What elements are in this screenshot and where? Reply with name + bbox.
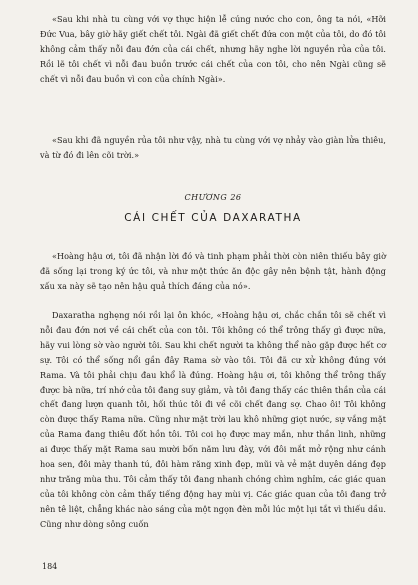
paragraph-queen-address: «Hoàng hậu ơi, tôi đã nhận lời đó và tinh phạm phải thời còn niên thiếu bây giờ đã sống lại trong ký ức tôi, và như một thức ăn độc gây nên bệnh tật, hành động xấu xa này sẽ tạo nên hậu quả thích đáng của nó».: [40, 251, 386, 291]
chapter-number: CHƯƠNG 26: [184, 193, 242, 202]
page-number: 184: [42, 562, 58, 571]
paragraph-funeral-pyre: «Sau khi đã nguyền rủa tôi như vậy, nhà tu cùng với vợ nhảy vào giàn lửa thiêu, và từ đó đi lên cõi trời.»: [40, 135, 386, 160]
chapter-title: CÁI CHẾT CỦA DAXARATHA: [124, 212, 302, 224]
paragraph-daxaratha-lament: Daxaratha nghẹng nói rồi lại ôn khóc, «Hoàng hậu ơi, chắc chắn tôi sẽ chết vì nỗi đau đớn nơi về cái chết của con tôi. Tôi không có thể trông thấy gì được nữa, hãy vui lòng sờ vào người tôi. Sau khi chết người ta không thể nào gặp được hết cơ sự. Tôi có thể sống nổi gần đây Rama sờ vào tôi. Tôi đã cư xử không đúng với Rama. Và tôi phải chịu đau khổ là đúng. Hoàng hậu ơi, tôi không thể trông thấy được bà nữa, trí nhớ của tôi đang suy giảm, và tôi đang thấy các thiên thần của cái chết đang lượn quanh tôi, hối thúc tôi đi về cõi chết đang sợ. Chao ôi! Tôi không còn được thấy Rama nữa. Cũng như mặt trời lau khô những giọt nước, sự vắng mặt của Rama đang thiêu đốt hồn tôi. Tôi coi họ được may mắn, như thần linh, những ai được thấy mặt Rama sau mười bốn năm lưu đày, với đôi mắt mở rộng như cánh hoa sen, đôi mày thanh tú, đôi hàm răng xinh đẹp, mũi và vẻ mặt duyên dáng đẹp như trăng mùa thu. Tôi cảm thấy tôi đang nhanh chóng chìm nghỉm, các giác quan của tôi không còn cảm thấy tiếng động hay mùi vị. Các giác quan của tôi đang trở nên tê liệt, chẳng khác nào sáng của một ngọn đèn mỗi lúc một lụi tắt vì thiếu dầu. Cũng như dòng sông cuốn: [40, 310, 386, 529]
paragraph-curse-speech: «Sau khi nhà tu cùng với vợ thực hiện lễ cúng nước cho con, ông ta nói, «Hỡi Đức Vua, bây giờ hãy giết chết tôi. Ngài đã giết chết đứa con một của tôi, do đó tôi không cảm thấy nỗi đau đớn của cái chết, nhưng hãy nghe lời nguyền rủa của tôi. Rồi lẽ tôi chết vì nỗi đau buồn trước cái chết của con tôi, cho nên Ngài cũng sẽ chết vì nỗi đau buồn vì con của chính Ngài».: [40, 14, 386, 84]
book-page: [40, 12, 386, 577]
